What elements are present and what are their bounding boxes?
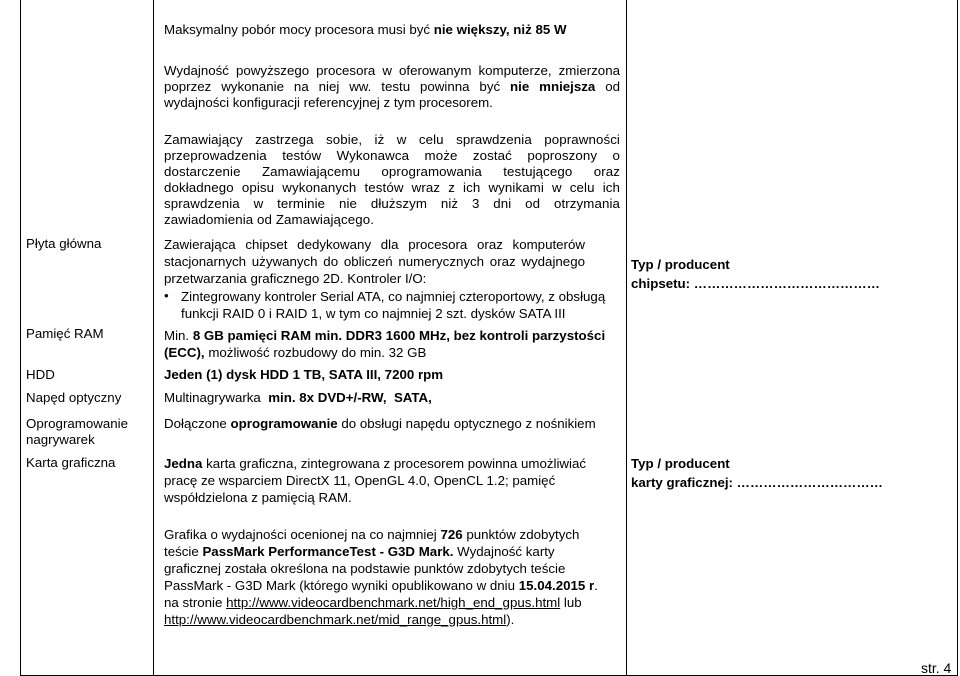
performance-bold: nie mniejsza [510,79,596,94]
optical-drive-description [164,390,432,406]
chipset-fill-label [631,255,880,293]
perf-text-4: . na stronie [164,578,598,610]
perf-date: 15.04.2015 r [518,578,595,593]
burning-software-suffix: do obsługi napędu optycznego z nośnikiem [337,416,596,431]
burning-software-label-line-2: nagrywarek [26,432,95,447]
ram-spec: 8 GB pamięci RAM min. DDR3 1600 MHz, bez kontroli parzystości (ECC), [164,328,606,360]
page-number: str. 4 [921,660,952,676]
table-divider-2 [626,0,627,676]
table-divider-1 [153,0,154,676]
performance-text [164,63,620,111]
verification-clause: Zamawiający zastrzega sobie, iż w celu sprawdzenia poprawności przeprowadzenia testów Wykonawca może zostać poproszony o dostarczenie Zamawiającemu oprogramowania testującego oraz dokładnego opisu wykonanych testów wraz z ich wynikami w celu ich sprawdzenia w terminie nie dłuższym niż 3 dni od otrzymania zawiadomienia od Zamawiającego. [164,132,620,227]
ram-description [164,327,624,361]
graphics-fill-line-2: karty graficznej: …………………………… [631,475,883,490]
chipset-fill-line-1: Typ / producent [631,257,730,272]
perf-text-2: punktów zdobytych teście [164,527,580,559]
burning-software-description [164,416,596,432]
high-end-gpus-link[interactable]: http://www.videocardbenchmark.net/high_end_gpus.html [226,595,561,610]
performance-suffix: od wydajności konfiguracji referencyjnej z tym procesorem. [164,79,620,110]
table-border-right [957,0,958,676]
mainboard-label: Płyta główna [26,236,102,251]
mainboard-description: Zawierająca chipset dedykowany dla procesora oraz komputerów stacjonarnych używanych do obliczeń numerycznych oraz wydajnego przetwarzania graficznego 2D. Kontroler I/O: [164,237,585,286]
table-border-left [20,0,21,676]
optical-drive-prefix: Multinagrywarka [164,390,269,405]
performance-prefix: Wydajność powyższego procesora w oferowanym komputerze, zmierzona poprzez wykonanie na niej ww. testu powinna być [164,63,620,94]
perf-score: 726 [440,527,463,542]
graphics-performance-text [164,526,604,628]
burning-software-label [26,416,128,448]
perf-text-1: Grafika o wydajności ocenionej na co najmniej [164,527,441,542]
graphics-fill-line-1: Typ / producent [631,456,730,471]
burning-software-prefix: Dołączone [164,416,231,431]
graphics-card-label: Karta graficzna [26,455,116,470]
burning-software-label-line-1: Oprogramowanie [26,416,128,431]
perf-text-6: ). [506,612,515,627]
bullet-icon: • [164,288,169,303]
perf-text-5: lub [560,595,582,610]
perf-text-3: Wydajność karty graficznej została określona na podstawie punktów zdobytych teście PassMark - G3D Mark (którego wyniki opublikowano w dniu [164,544,566,593]
chipset-fill-line-2: chipsetu: …………………………………… [631,276,880,291]
max-power-prefix: Maksymalny pobór mocy procesora musi być [164,22,434,37]
graphics-fill-label [631,454,883,492]
graphics-card-count: Jedna [164,456,203,471]
perf-test-name: PassMark PerformanceTest - G3D Mark. [202,544,454,559]
burning-software-bold: oprogramowanie [230,416,338,431]
max-power-text [164,22,620,38]
optical-drive-label: Napęd optyczny [26,390,122,405]
ram-label: Pamięć RAM [26,326,104,341]
ram-prefix: Min. [164,328,193,343]
graphics-card-spec: karta graficzna, zintegrowana z procesorem powinna umożliwiać pracę ze wsparciem DirectX 11, OpenGL 4.0, OpenCL 1.2; pamięć współdzielona z pamięcią RAM. [164,456,587,505]
sata-controller-item [164,288,621,322]
max-power-value: nie większy, niż 85 W [433,22,567,37]
sata-controller-text: Zintegrowany kontroler Serial ATA, co najmniej czteroportowy, z obsługą funkcji RAID 0 i RAID 1, w tym co najmniej 2 szt. dysków SATA III [181,289,606,321]
graphics-card-description [164,455,608,506]
ram-expansion: możliwość rozbudowy do min. 32 GB [204,345,427,360]
mid-range-gpus-link[interactable]: http://www.videocardbenchmark.net/mid_range_gpus.html [164,612,507,627]
hdd-description [164,367,443,383]
hdd-label: HDD [26,367,55,382]
mainboard-io-list [164,288,621,322]
optical-drive-spec: min. 8x DVD+/-RW, SATA, [268,390,432,405]
hdd-spec: Jeden (1) dysk HDD 1 TB, SATA III, 7200 rpm [164,367,444,382]
